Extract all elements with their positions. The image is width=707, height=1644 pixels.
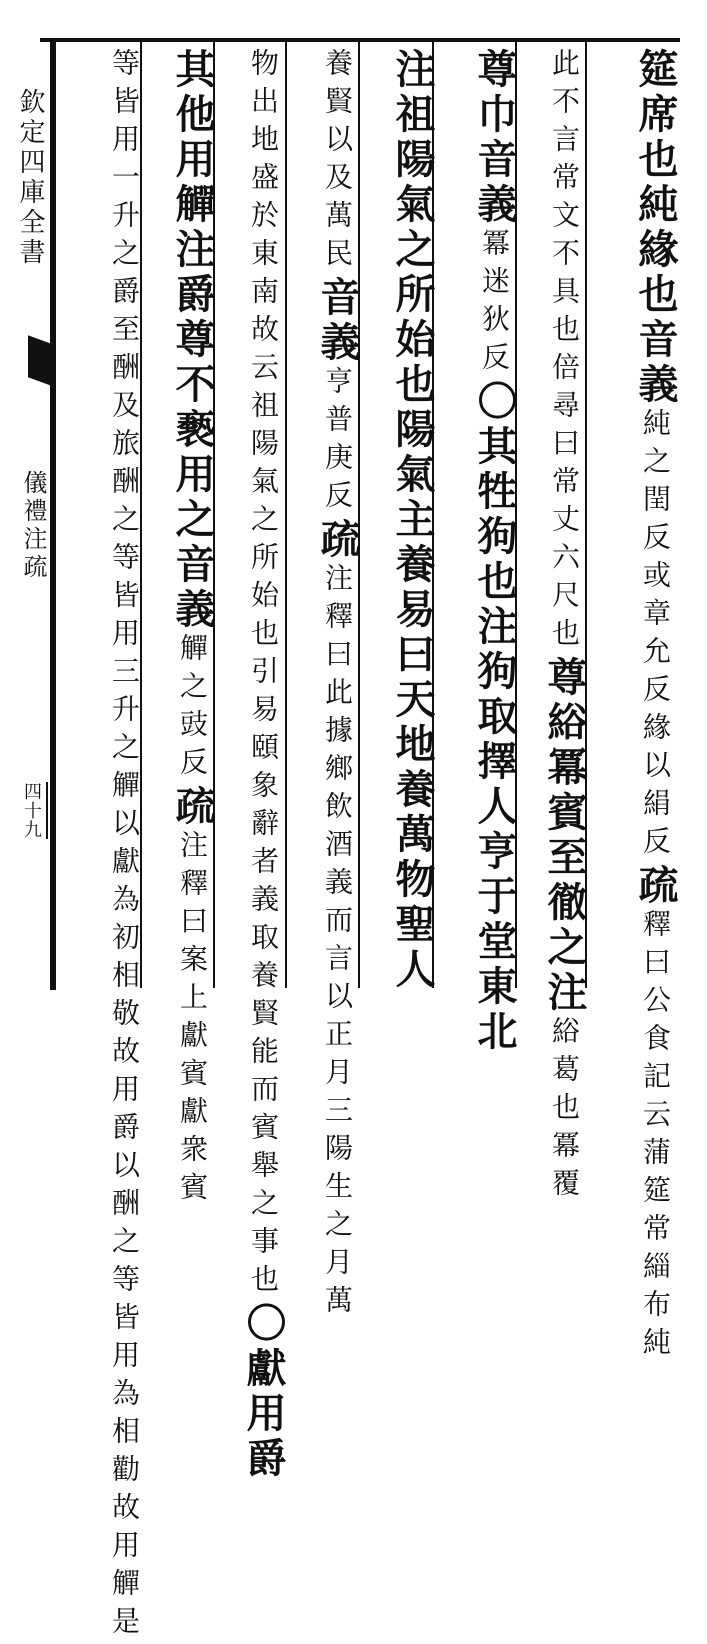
column-segment: 亨普庚反 xyxy=(321,366,354,518)
column-segment: 釋曰公食記云蒲筵常緇布純 xyxy=(639,909,672,1365)
text-column-4 xyxy=(362,48,436,993)
column-segment: 疏 xyxy=(169,785,216,830)
collection-label: 欽定四庫全書 xyxy=(15,88,45,268)
column-segment: 疏 xyxy=(632,864,679,909)
column-segment: 注祖陽氣之所始也陽氣主養易曰天地養萬物聖人 xyxy=(389,48,436,993)
column-segment: 綌葛也冪覆 xyxy=(548,1016,581,1206)
column-segment: 筵席也純緣也音義 xyxy=(632,48,679,408)
column-segment: 〇其牲狗也注狗取擇人亨于堂東北 xyxy=(471,380,518,1055)
text-column-6 xyxy=(217,48,287,1482)
column-segment: 此不言常文不具也倍尋曰常丈六尺也 xyxy=(548,48,581,656)
column-segment: 注釋曰案上獻賓獻衆賓 xyxy=(176,830,209,1210)
column-segment: 音義 xyxy=(314,276,361,366)
column-segment: 〇獻用爵 xyxy=(240,1302,287,1482)
column-segment: 尊綌冪賓至徹之注 xyxy=(541,656,588,1016)
column-segment: 注釋曰此據鄉飲酒義而言以正月三陽生之月萬 xyxy=(321,563,354,1323)
book-title: 儀禮注疏 xyxy=(19,470,47,582)
column-segment: 觶之豉反 xyxy=(176,633,209,785)
page-number: 四十九 xyxy=(18,782,48,839)
text-column-1 xyxy=(590,48,679,1365)
text-column-5 xyxy=(289,48,361,1323)
text-column-3 xyxy=(436,48,518,1055)
text-column-7 xyxy=(144,48,216,1210)
column-divider xyxy=(358,42,360,988)
column-segment: 養賢以及萬民 xyxy=(321,48,354,276)
margin-strip xyxy=(0,40,50,990)
text-column-2 xyxy=(518,48,588,1206)
column-segment: 純之閏反或章允反緣以絹反 xyxy=(639,408,672,864)
column-divider xyxy=(285,42,287,988)
frame-left-bar xyxy=(50,40,56,990)
column-segment: 物出地盛於東南故云祖陽氣之所始也引易頤象辭者義取養賢能而賓舉之事也 xyxy=(247,48,280,1302)
top-rule xyxy=(40,38,680,42)
column-segment: 其他用觶注爵尊不褻用之音義 xyxy=(169,48,216,633)
column-segment: 冪迷狄反 xyxy=(478,228,511,380)
text-column-8 xyxy=(60,48,141,1644)
column-segment: 疏 xyxy=(314,518,361,563)
column-segment: 等皆用一升之爵至酬及旅酬之等皆用三升之觶以獻為初相敬故用爵以酬之等皆用為相勸故用觶是 xyxy=(108,48,141,1644)
column-segment: 尊巾音義 xyxy=(471,48,518,228)
